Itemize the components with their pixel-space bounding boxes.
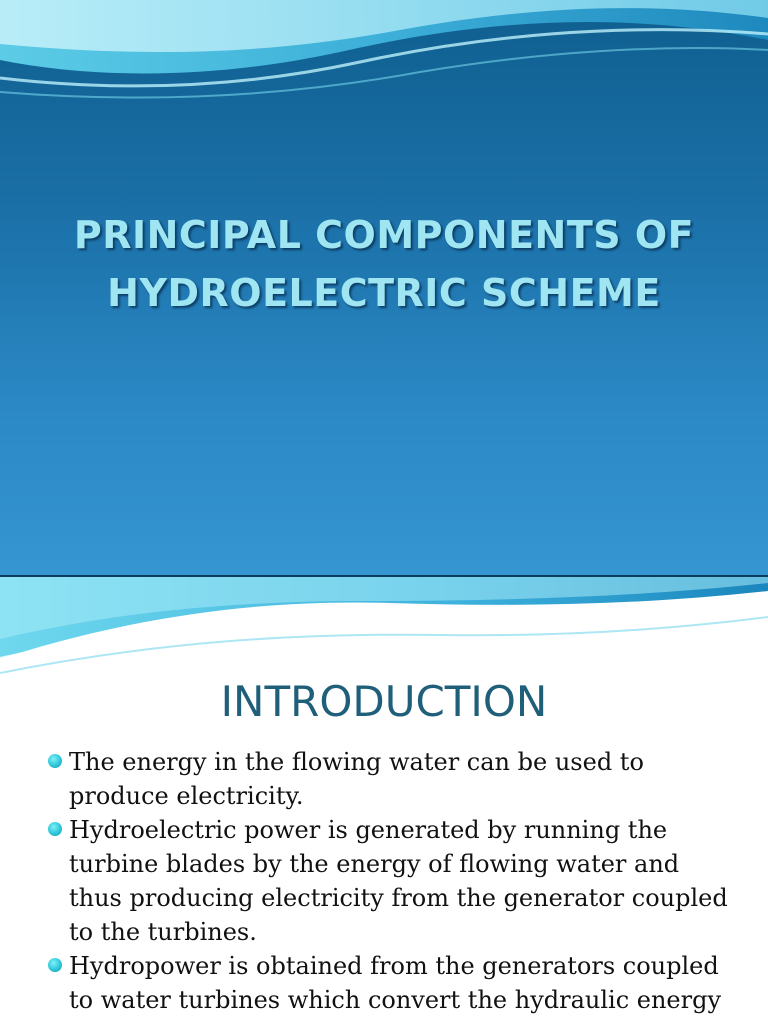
bullet-line: turbine blades by the energy of flowing water and: [69, 850, 680, 878]
bullet-line: Hydroelectric power is generated by running the: [69, 816, 668, 844]
bullet-line: Hydropower is obtained from the generators coupled: [69, 952, 719, 980]
bullet-line: to water turbines which convert the hydraulic energy: [69, 986, 722, 1014]
bullet-line: The energy in the flowing water can be used to: [69, 748, 644, 776]
bullet-line: produce electricity.: [69, 782, 304, 810]
bullet-dot-icon: [48, 958, 62, 972]
bullet-line: thus producing electricity from the generator coupled: [69, 884, 728, 912]
slide-title: [0, 206, 768, 322]
wave-decoration-top: [0, 0, 768, 120]
bullet-line: to the turbines.: [69, 918, 257, 946]
bullet-item-3: [48, 949, 748, 1017]
bullet-dot-icon: [48, 822, 62, 836]
slide-title-line-2: HYDROELECTRIC SCHEME: [107, 271, 661, 315]
bullet-item-2: [48, 813, 748, 949]
bullet-item-1: [48, 745, 748, 813]
slide-title-line-1: PRINCIPAL COMPONENTS OF: [73, 213, 695, 257]
section-heading: INTRODUCTION: [220, 677, 548, 726]
bullet-list: [48, 745, 748, 1017]
wave-decoration-header: [0, 577, 768, 677]
introduction-slide: [0, 577, 768, 1024]
bullet-dot-icon: [48, 754, 62, 768]
